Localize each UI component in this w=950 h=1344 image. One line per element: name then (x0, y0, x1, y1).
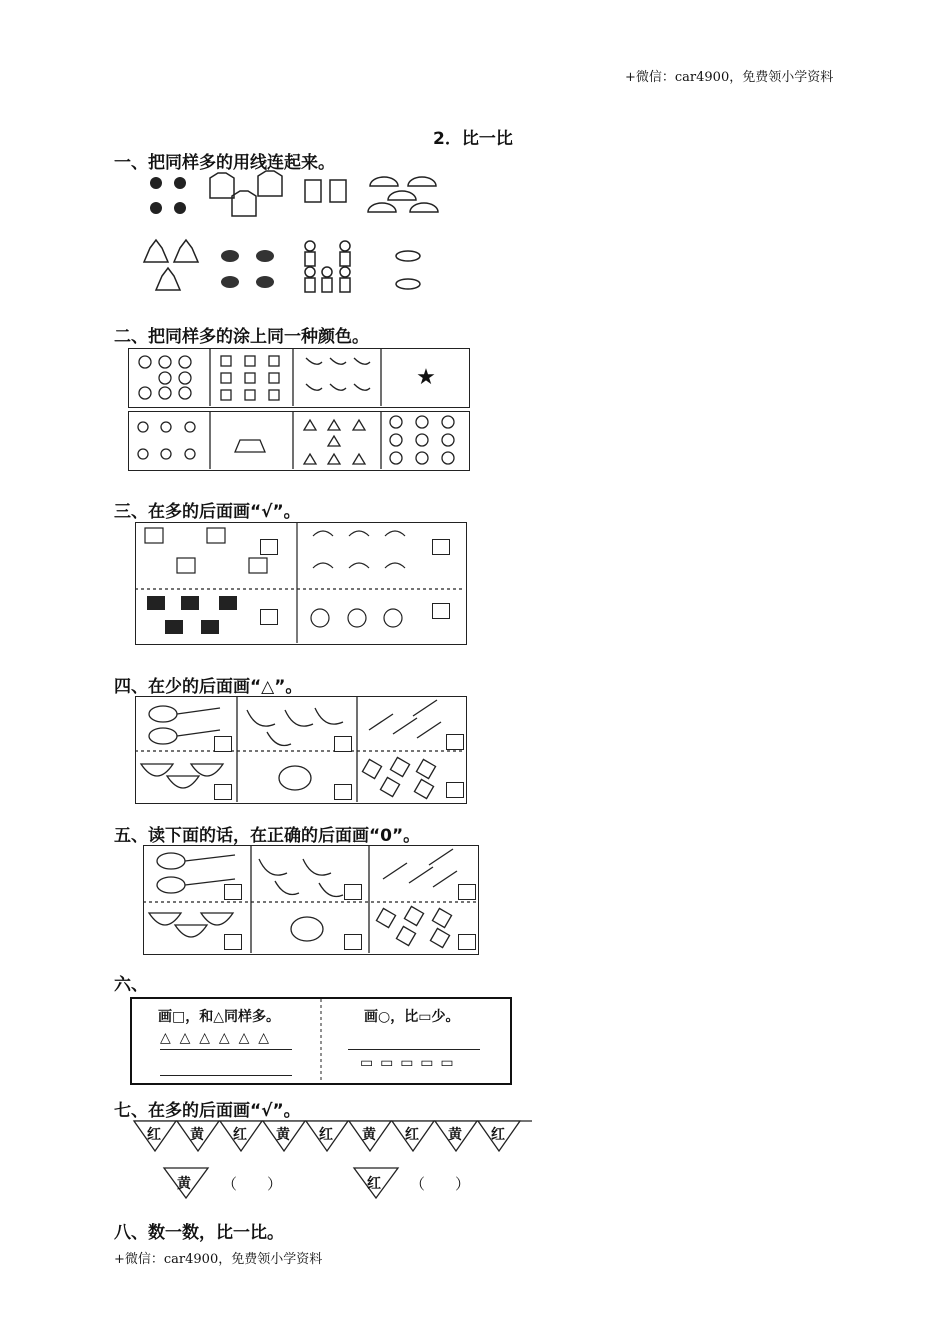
answer-box[interactable] (446, 782, 464, 798)
footer-note: +微信：car4900，免费领小学资料 (114, 1252, 323, 1267)
section-5-title: 五、读下面的话，在正确的后面画“0”。 (114, 826, 421, 846)
answer-box[interactable] (432, 603, 450, 619)
section-4-pictures (135, 696, 466, 803)
answer-paren[interactable]: （ ） (222, 1175, 283, 1193)
dashed-divider (320, 999, 322, 1081)
flag-label: 黄 (276, 1127, 290, 1143)
flag-label: 红 (491, 1127, 505, 1143)
section-1-title: 一、把同样多的用线连起来。 (114, 153, 335, 173)
section-1-pictures (140, 168, 450, 303)
answer-box[interactable] (214, 736, 232, 752)
flag-label: 红 (147, 1127, 161, 1143)
answer-box[interactable] (260, 539, 278, 555)
left-prompt: 画□，和△同样多。 (158, 1009, 280, 1025)
right-prompt: 画○，比▭少。 (364, 1009, 460, 1025)
answer-box[interactable] (224, 934, 242, 950)
flag-label: 黄 (448, 1127, 462, 1143)
answer-box[interactable] (458, 884, 476, 900)
answer-paren[interactable]: （ ） (410, 1175, 471, 1193)
answer-box[interactable] (432, 539, 450, 555)
answer-box[interactable] (446, 734, 464, 750)
answer-box[interactable] (260, 609, 278, 625)
section-2-shapes (128, 348, 469, 470)
answer-box[interactable] (458, 934, 476, 950)
box-row: ▭ ▭ ▭ ▭ ▭ (360, 1055, 455, 1071)
section-5-pictures (143, 845, 478, 954)
answer-box[interactable] (344, 884, 362, 900)
section-4-title: 四、在少的后面画“△”。 (114, 677, 303, 697)
answer-box[interactable] (224, 884, 242, 900)
section-3-pictures (135, 522, 466, 644)
section-2-title: 二、把同样多的涂上同一种颜色。 (114, 327, 369, 347)
answer-box[interactable] (344, 934, 362, 950)
answer-box[interactable] (334, 784, 352, 800)
answer-line[interactable] (160, 1049, 292, 1050)
section-6-title: 六、 (114, 975, 148, 995)
flag-label: 黄 (190, 1127, 204, 1143)
section-3-title: 三、在多的后面画“√”。 (114, 502, 301, 522)
section-8-title: 八、数一数，比一比。 (114, 1223, 284, 1243)
flag-label: 红 (319, 1127, 333, 1143)
answer-line[interactable] (348, 1049, 480, 1050)
flag-label: 黄 (362, 1127, 376, 1143)
svg-text:★: ★ (416, 365, 436, 390)
answer-box[interactable] (334, 736, 352, 752)
flag-label: 红 (233, 1127, 247, 1143)
flag-label: 红 (405, 1127, 419, 1143)
triangle-row: △ △ △ △ △ △ (160, 1030, 271, 1046)
section-7-title: 七、在多的后面画“√”。 (114, 1101, 301, 1121)
answer-box[interactable] (214, 784, 232, 800)
header-note: +微信：car4900，免费领小学资料 (625, 70, 834, 85)
flag-label-red: 红 (367, 1176, 381, 1192)
answer-line[interactable] (160, 1075, 292, 1076)
flag-label-yellow: 黄 (177, 1176, 191, 1192)
page-title: 2．比一比 (433, 129, 513, 149)
answer-flags (160, 1166, 420, 1202)
